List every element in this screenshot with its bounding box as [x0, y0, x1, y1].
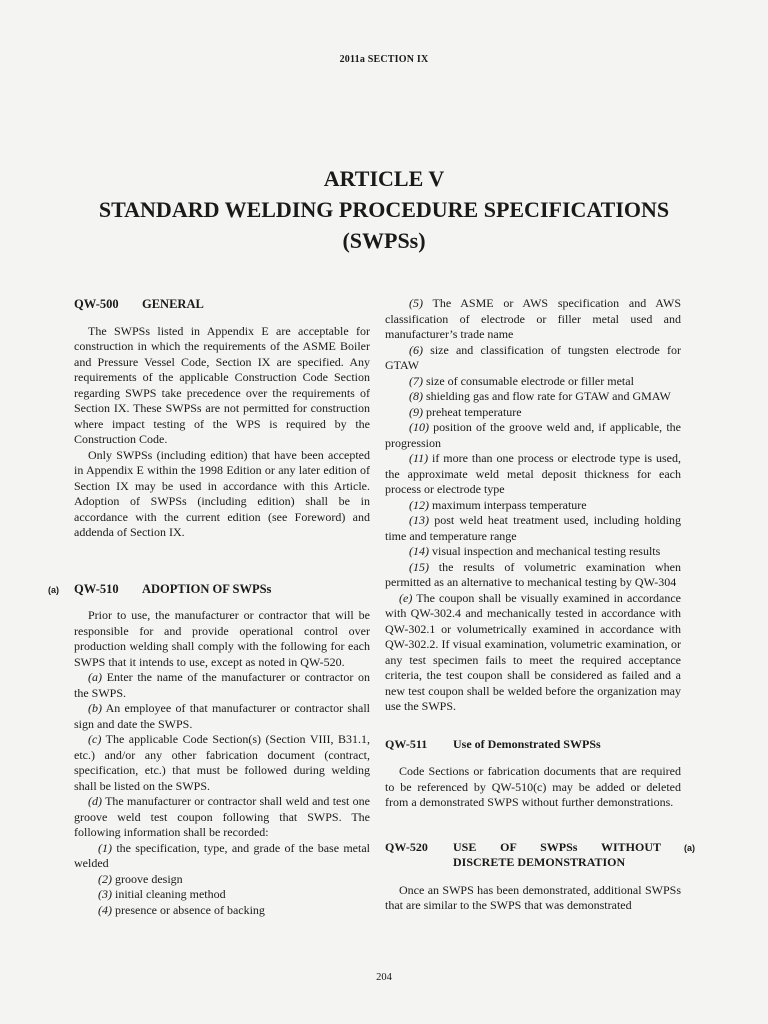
item-text: preheat temperature — [426, 404, 522, 419]
sub-list-item — [74, 887, 370, 903]
revision-mark: (a) — [48, 584, 59, 595]
item-label: (a) — [88, 670, 102, 684]
section-number: QW-500 — [74, 297, 119, 311]
list-item — [74, 794, 370, 841]
item-text: the results of volumetric examination when permitted as an alternative to mechanical testing by QW-304 — [385, 559, 682, 589]
sub-list-item — [385, 405, 681, 421]
item-text: visual inspection and mechanical testing results — [432, 544, 661, 558]
item-text: position of the groove weld and, if applicable, the progression — [385, 420, 681, 450]
paragraph: Prior to use, the manufacturer or contractor that will be responsible for and provide operational control over production welding shall comply with the following for each SWPS that it intends to use, except as noted in QW-520. — [74, 608, 370, 669]
item-text: size of consumable electrode or filler metal — [426, 373, 634, 388]
item-label: (9) — [409, 404, 423, 419]
sub-list-item — [385, 374, 681, 390]
item-text: The ASME or AWS specification and AWS classification of electrode or filler metal used and manufacturer’s trade name — [385, 296, 681, 341]
item-label: (b) — [88, 701, 102, 715]
item-label: (3) — [98, 887, 112, 901]
item-label: (6) — [409, 342, 423, 357]
item-text: groove design — [115, 871, 183, 886]
list-item — [74, 732, 370, 794]
item-text: the specification, type, and grade of the base metal welded — [74, 840, 371, 870]
section-title: USE OF SWPSs WITHOUT DISCRETE DEMONSTRATION — [453, 839, 661, 869]
item-label: (12) — [409, 497, 429, 512]
item-text: post weld heat treatment used, including holding time and temperature range — [385, 513, 682, 543]
article-heading: STANDARD WELDING PROCEDURE SPECIFICATIONS — [98, 197, 670, 222]
section-number: QW-520 — [385, 839, 428, 854]
list-item — [385, 591, 681, 715]
sub-list-item — [385, 513, 681, 544]
page-number: 204 — [376, 972, 392, 983]
section-heading-qw511 — [385, 737, 681, 753]
item-label: (14) — [409, 544, 429, 558]
paragraph: Code Sections or fabrication documents that are required to be referenced by QW-510(c) may be added or deleted from a demonstrated SWPS without further demonstrations. — [385, 764, 681, 809]
sub-list-item — [385, 498, 681, 514]
section-title: GENERAL — [142, 297, 204, 311]
item-text: size and classification of tungsten electrode for GTAW — [385, 342, 681, 372]
sub-list-item — [385, 544, 681, 560]
item-text: shielding gas and flow rate for GTAW and GMAW — [426, 389, 671, 403]
sub-list-item — [385, 343, 681, 374]
list-item — [74, 701, 370, 732]
item-text: The manufacturer or contractor shall weld and test one groove weld test coupon following that SWPS. The following information shall be recorded: — [74, 794, 370, 839]
section-heading-qw500 — [74, 297, 370, 313]
item-label: (8) — [409, 389, 423, 403]
paragraph: Only SWPSs (including edition) that have been accepted in Appendix E within the 1998 Edition or any later edition of Section IX may be used in accordance with this Article. Adoption of SWPSs (including edition) shall be in accordance with the current edition (see Foreword) and addenda of Section IX. — [74, 447, 370, 539]
section-heading-qw520 — [385, 839, 695, 871]
item-text: if more than one process or electrode type is used, the approximate weld metal deposit thickness for each process or electrode type — [385, 451, 681, 496]
sub-list-item — [74, 903, 370, 919]
item-label: (13) — [409, 513, 429, 527]
section-heading-qw510 — [48, 581, 370, 598]
sub-list-item — [74, 872, 370, 888]
paragraph: The SWPSs listed in Appendix E are acceptable for construction in which the requirements of the ASME Boiler and Pressure Vessel Code, Section IX are specified. Any requirements of the applicable Construction Code Section regarding SWPS take precedence over the requirements of Section IX. These SWPSs are not permitted for construction where impact testing of the WPS is required by the Construction Code. — [74, 323, 370, 446]
sub-list-item — [385, 389, 681, 405]
item-label: (4) — [98, 902, 112, 917]
left-column — [48, 297, 371, 918]
sub-list-item — [385, 451, 681, 498]
sub-list-item — [74, 841, 370, 872]
section-number: QW-511 — [385, 736, 428, 751]
article-heading-abbrev: (SWPSs) — [342, 228, 426, 253]
item-label: (11) — [409, 451, 429, 465]
section-number: QW-510 — [74, 581, 119, 596]
sub-list-item — [385, 296, 681, 343]
revision-mark: (a) — [684, 842, 695, 853]
item-label: (d) — [88, 794, 102, 808]
item-label: (1) — [98, 840, 112, 855]
article-number: ARTICLE V — [323, 166, 445, 191]
item-label: (5) — [409, 296, 423, 310]
item-text: The coupon shall be visually examined in accordance with QW-302.4 and mechanically tested in accordance with QW-302.1 or volumetrically examined in accordance with QW-302.2. If visual examination, volumetric examination, or any test specimen fails to meet the required acceptance criteria, the test coupon shall be considered as failed and a new test coupon shall be welded before the organization may use the SWPS. — [385, 590, 681, 713]
item-text: An employee of that manufacturer or contractor shall sign and date the SWPS. — [74, 701, 371, 731]
section-title: ADOPTION OF SWPSs — [142, 581, 272, 596]
article-title — [0, 163, 768, 256]
item-text: maximum interpass temperature — [432, 497, 587, 512]
item-label: (e) — [399, 590, 413, 605]
sub-list-item — [385, 560, 681, 591]
right-column — [385, 296, 695, 914]
item-text: presence or absence of backing — [115, 902, 265, 917]
list-item — [74, 670, 370, 701]
item-label: (c) — [88, 732, 102, 746]
paragraph: Once an SWPS has been demonstrated, additional SWPSs that are similar to the SWPS that was demonstrated — [385, 882, 681, 912]
item-label: (15) — [409, 559, 429, 574]
item-label: (10) — [409, 420, 429, 434]
item-text: Enter the name of the manufacturer or contractor on the SWPS. — [74, 670, 371, 700]
running-head: 2011a SECTION IX — [339, 54, 429, 65]
item-text: initial cleaning method — [115, 887, 226, 901]
item-text: The applicable Code Section(s) (Section VIII, B31.1, etc.) and/or any other fabrication document (contract, specification, etc.) that must be followed during welding shall be listed on the SWPS. — [74, 732, 370, 793]
item-label: (7) — [409, 373, 423, 388]
sub-list-item — [385, 420, 681, 451]
section-title: Use of Demonstrated SWPSs — [453, 736, 601, 751]
item-label: (2) — [98, 871, 112, 886]
